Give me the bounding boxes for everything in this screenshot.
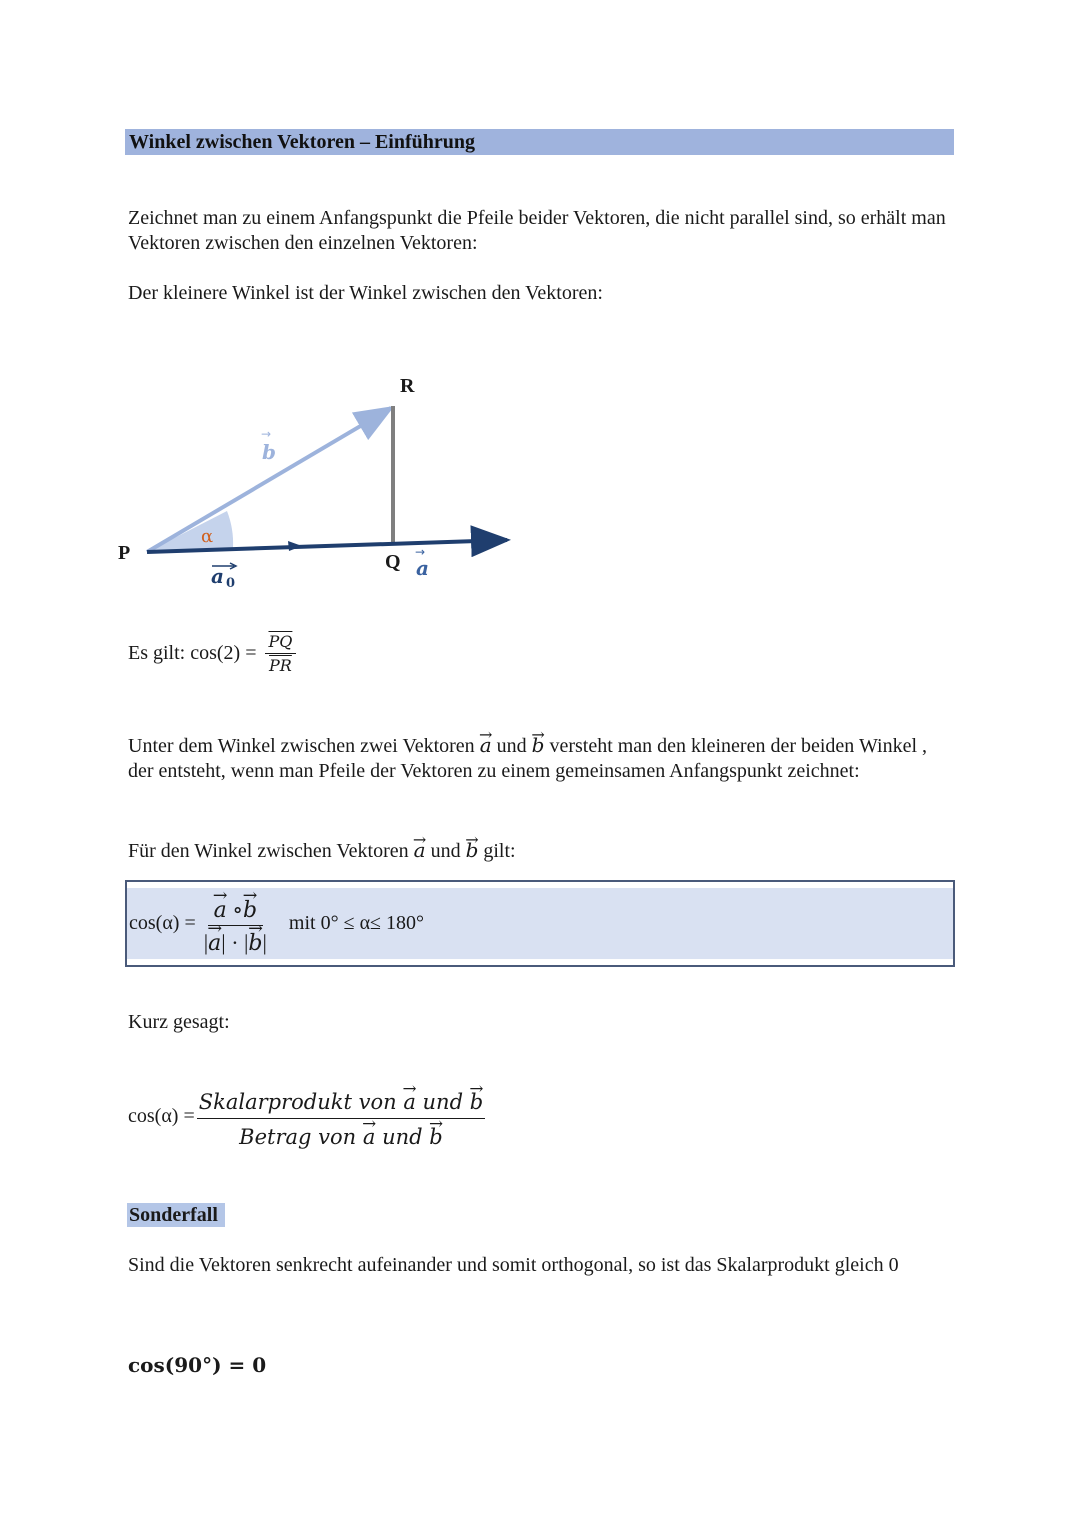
sonderfall-paragraph: Sind die Vektoren senkrecht aufeinander und somit orthogonal, so ist das Skalarprodukt gleich 0 <box>128 1254 899 1276</box>
es-gilt-line <box>128 632 296 675</box>
intro-paragraph: Zeichnet man zu einem Anfangspunkt die Pfeile beider Vektoren, die nicht parallel sind, so erhält man Vektoren zwischen den einzelnen Vektoren: <box>128 207 946 254</box>
sonderfall-title: Sonderfall <box>129 1204 218 1226</box>
fuer-den-prefix: Für den Winkel zwischen Vektoren <box>128 840 409 862</box>
formula-box <box>125 880 955 967</box>
kurz-num-und: und <box>422 1090 464 1114</box>
formula-condition: mit 0° ≤ α≤ 180° <box>288 912 425 934</box>
kurz-den-text: Betrag von <box>239 1125 357 1149</box>
kurz-fraction <box>197 1084 485 1149</box>
formula-content <box>129 888 424 959</box>
label-a0: a <box>211 564 224 588</box>
formula-fraction <box>198 891 273 956</box>
page-title: Winkel zwischen Vektoren – Einführung <box>129 131 476 153</box>
kurz-num-vec-b: → b <box>470 1090 483 1114</box>
den-dot: · <box>231 930 239 955</box>
label-a-arrow: → <box>415 545 426 559</box>
definition-und: und <box>496 735 527 757</box>
vec-a: → a <box>480 733 492 758</box>
kurz-den-und: und <box>382 1125 423 1149</box>
definition-paragraph <box>128 733 948 784</box>
label-a: a <box>416 556 429 580</box>
label-alpha: α <box>201 526 214 547</box>
es-gilt-fraction <box>265 632 297 675</box>
label-b: b <box>262 440 276 464</box>
num-op: ∘ <box>232 897 243 922</box>
pq-numerator: $\overline{PQ}$ <box>265 632 297 654</box>
kurz-lhs: cos(α) = <box>128 1105 195 1127</box>
den-vec-b: → b <box>248 931 262 956</box>
vec-b: → b <box>532 733 545 758</box>
kurz-formula <box>128 1084 485 1149</box>
sonderfall-formula: cos(90°) = 0 <box>128 1353 267 1377</box>
definition-text-a: Unter dem Winkel zwischen zwei Vektoren <box>128 735 475 757</box>
label-Q: Q <box>385 551 401 573</box>
kurz-gesagt: Kurz gesagt: <box>128 1011 230 1033</box>
label-R: R <box>400 375 415 397</box>
formula-lhs: cos(α) = <box>129 912 196 934</box>
label-b-arrow: → <box>261 427 272 441</box>
vector-diagram <box>0 360 560 600</box>
kurz-num-text: Skalarprodukt von <box>198 1090 397 1114</box>
fuer-den-winkel-line <box>128 838 948 864</box>
es-gilt-prefix: Es gilt: cos(2) = <box>128 642 257 664</box>
fuer-den-und: und <box>430 840 461 862</box>
smaller-angle-paragraph: Der kleinere Winkel ist der Winkel zwischen den Vektoren: <box>128 282 603 304</box>
fuer-den-suffix: gilt: <box>483 840 516 862</box>
label-P: P <box>118 542 131 564</box>
kurz-denominator <box>237 1119 445 1149</box>
formula-denominator: |→ a| · |→ b| <box>198 926 273 956</box>
definition-text-b: versteht man den kleineren der beiden Winkel , der entsteht, wenn man Pfeile der Vektoren zu einem gemeinsamen Anfangspunkt zeichnet: <box>128 735 928 782</box>
num-vec-b: → b <box>243 898 257 923</box>
vec-a-2: → a <box>414 838 426 863</box>
vector-a0-arrowhead <box>288 541 302 551</box>
kurz-den-vec-a: → a <box>363 1125 376 1149</box>
pr-denominator: PR <box>269 656 292 675</box>
label-a0-sub: 0 <box>226 576 236 591</box>
vec-b-2: → b <box>466 838 479 863</box>
den-vec-a: → a <box>208 931 221 956</box>
kurz-den-vec-b: → b <box>429 1125 442 1149</box>
num-vec-a: → a <box>214 898 227 923</box>
kurz-num-vec-a: → a <box>403 1090 416 1114</box>
